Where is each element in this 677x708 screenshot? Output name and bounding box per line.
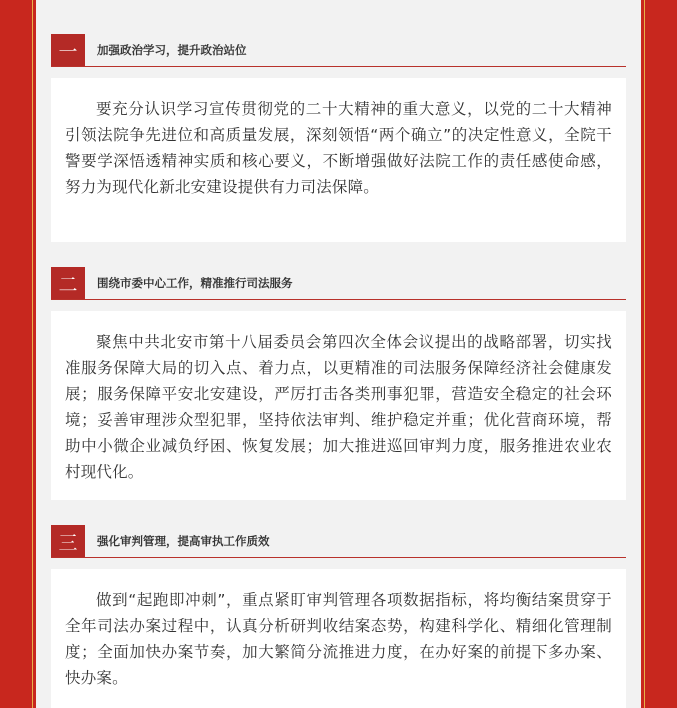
section-1: [51, 34, 626, 242]
section-number-badge: 三: [51, 525, 85, 557]
section-body-text: 要充分认识学习宣传贯彻党的二十大精神的重大意义，以党的二十大精神引领法院争先进位和高质量发展，深刻领悟“两个确立”的决定性意义，全院干警要学深悟透精神实质和核心要义，不断增强做好法院工作的责任感使命感，努力为现代化新北安建设提供有力司法保障。: [65, 100, 612, 196]
section-header: [51, 525, 626, 558]
left-border-frame: [0, 0, 36, 708]
section-body-card: [51, 569, 626, 708]
right-border-frame: [641, 0, 677, 708]
article-page: [36, 0, 641, 708]
section-header: [51, 34, 626, 67]
section-body-card: [51, 78, 626, 242]
section-title: 围绕市委中心工作，精准推行司法服务: [97, 276, 293, 290]
section-body-text: 聚焦中共北安市第十八届委员会第四次全体会议提出的战略部署，切实找准服务保障大局的切入点、着力点，以更精准的司法服务保障经济社会健康发展；服务保障平安北安建设，严厉打击各类刑事犯罪，营造安全稳定的社会环境；妥善审理涉众型犯罪，坚持依法审判、维护稳定并重；优化营商环境，帮助中小微企业减负纾困、恢复发展；加大推进巡回审判力度，服务推进农业农村现代化。: [65, 333, 612, 481]
section-title: 加强政治学习，提升政治站位: [97, 43, 247, 57]
section-number-badge: 二: [51, 267, 85, 299]
section-3: [51, 525, 626, 708]
section-number-badge: 一: [51, 34, 85, 66]
section-title: 强化审判管理，提高审执工作质效: [97, 534, 270, 548]
section-header: [51, 267, 626, 300]
section-2: [51, 267, 626, 500]
section-body-text: 做到“起跑即冲刺”，重点紧盯审判管理各项数据指标，将均衡结案贯穿于全年司法办案过程中，认真分析研判收结案态势，构建科学化、精细化管理制度；全面加快办案节奏，加大繁简分流推进力度，在办好案的前提下多办案、快办案。: [65, 591, 612, 687]
section-body-card: [51, 311, 626, 500]
